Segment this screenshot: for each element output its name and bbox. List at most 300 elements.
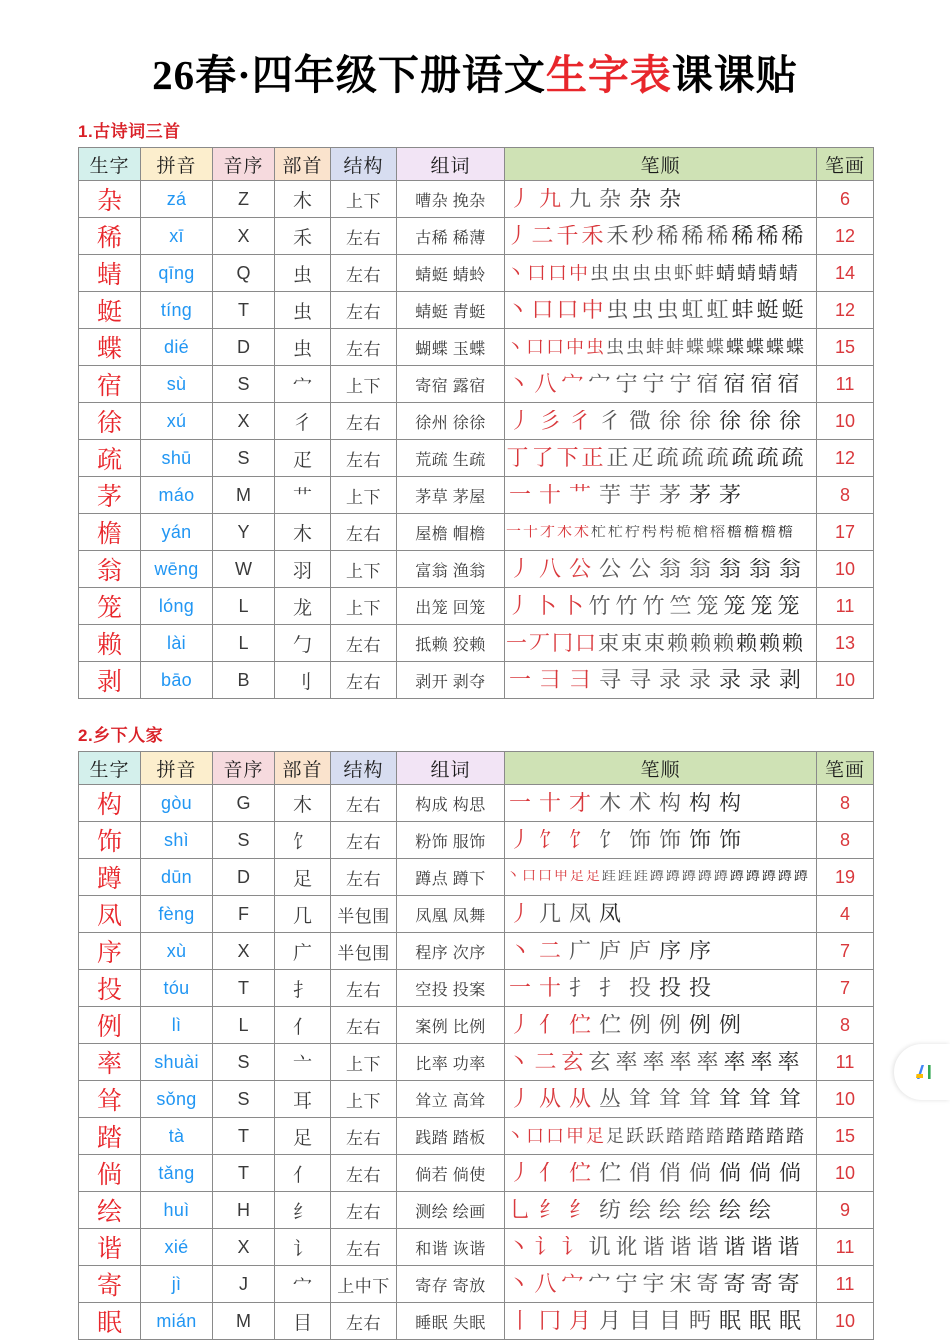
cell-yinxu: L (213, 625, 275, 662)
cell-stroke-order (505, 625, 817, 662)
cell-stroke-count: 17 (817, 514, 874, 551)
stroke-step: 徐 (748, 410, 771, 433)
stroke-step: 稀 (706, 225, 729, 248)
stroke-step: 彐 (568, 669, 591, 692)
stroke-step: 丿 (506, 225, 529, 248)
stroke-step: 丶 (507, 1051, 530, 1074)
stroke-step: 玄 (561, 1051, 584, 1074)
stroke-step: 卜 (561, 595, 584, 618)
stroke-step: 蹲 (666, 870, 680, 885)
stroke-step: 构 (658, 792, 681, 815)
cell-bushou: 足 (275, 859, 331, 896)
cell-zuci: 富翁 渔翁 (397, 551, 505, 588)
stroke-step: 饰 (628, 829, 651, 852)
stroke-step: 丶 (506, 299, 529, 322)
stroke-step: 蹲 (682, 870, 696, 885)
column-header-zuci: 组词 (397, 148, 505, 181)
stroke-step: 枵 (658, 524, 674, 540)
cell-stroke-count: 7 (817, 970, 874, 1007)
cell-yinxu: F (213, 896, 275, 933)
cell-shengzi: 稀 (79, 218, 141, 255)
cell-yinxu: T (213, 970, 275, 1007)
cell-stroke-order (505, 1266, 817, 1303)
stroke-step: 了 (531, 447, 554, 470)
cell-pinyin: zá (141, 181, 213, 218)
cell-yinxu: S (213, 366, 275, 403)
stroke-step: 蚌 (646, 338, 664, 357)
stroke-step: 率 (723, 1051, 746, 1074)
cell-stroke-order (505, 218, 817, 255)
column-header-yinxu: 音序 (213, 752, 275, 785)
cell-pinyin: xù (141, 933, 213, 970)
column-header-shengzi: 生字 (79, 752, 141, 785)
stroke-step: 公 (598, 558, 621, 581)
table-row (79, 1081, 874, 1118)
stroke-step: 木 (556, 524, 572, 540)
cell-zuci: 耸立 高耸 (397, 1081, 505, 1118)
stroke-step: 倘 (688, 1162, 711, 1185)
stroke-step: 丶 (508, 940, 531, 963)
cell-pinyin: shuài (141, 1044, 213, 1081)
stroke-step: 杧 (590, 524, 606, 540)
stroke-step: 蝶 (786, 338, 804, 357)
cell-stroke-order (505, 896, 817, 933)
page-title (0, 0, 950, 99)
stroke-step: 谐 (723, 1236, 746, 1259)
table-row (79, 662, 874, 699)
cell-stroke-order (505, 1081, 817, 1118)
cell-yinxu: T (213, 1155, 275, 1192)
cell-shengzi: 寄 (79, 1266, 141, 1303)
stroke-step: 耸 (748, 1088, 771, 1111)
stroke-step: 丿 (508, 829, 531, 852)
stroke-step: 赖 (667, 632, 688, 654)
cell-pinyin: xié (141, 1229, 213, 1266)
stroke-step: 踏 (786, 1127, 804, 1146)
cell-zuci: 蹲点 蹲下 (397, 859, 505, 896)
cell-bushou: 龙 (275, 588, 331, 625)
stroke-step: 倘 (778, 1162, 801, 1185)
stroke-step: 彳 (568, 410, 591, 433)
cell-zuci: 屋檐 帽檐 (397, 514, 505, 551)
stroke-step: 徐 (658, 410, 681, 433)
stroke-step: 蝶 (766, 338, 784, 357)
stroke-step: 一 (506, 632, 527, 654)
stroke-step: 宿 (696, 373, 719, 396)
stroke-step: 丆 (529, 632, 550, 654)
cell-bushou: 羽 (275, 551, 331, 588)
stroke-step: 茅 (658, 484, 681, 507)
stroke-step: 芋 (598, 484, 621, 507)
cell-zuci: 睡眠 失眠 (397, 1303, 505, 1340)
stroke-step: 丿 (508, 1162, 531, 1185)
stroke-step: 绘 (718, 1199, 741, 1222)
stroke-step: 足 (570, 870, 584, 885)
cell-shengzi: 徐 (79, 403, 141, 440)
stroke-step: 伫 (568, 1014, 591, 1037)
stroke-step: 束 (644, 632, 665, 654)
stroke-step: 剥 (778, 669, 801, 692)
stroke-step: 疏 (756, 447, 779, 470)
cell-stroke-count: 11 (817, 366, 874, 403)
stroke-step: 跃 (626, 1127, 644, 1146)
stroke-step: 寄 (723, 1273, 746, 1296)
cell-stroke-count: 8 (817, 785, 874, 822)
table-row (79, 970, 874, 1007)
cell-yinxu: W (213, 551, 275, 588)
cell-stroke-order (505, 1007, 817, 1044)
stroke-step: 赖 (782, 632, 803, 654)
stroke-step: 例 (718, 1014, 741, 1037)
stroke-step: 虫 (631, 263, 651, 283)
table-header-row (79, 752, 874, 785)
stroke-step: 丶 (506, 1127, 524, 1146)
stroke-step: 檐 (760, 524, 776, 540)
cell-stroke-count: 11 (817, 1229, 874, 1266)
cell-pinyin: lài (141, 625, 213, 662)
cell-shengzi: 谐 (79, 1229, 141, 1266)
stroke-step: 竺 (669, 595, 692, 618)
cell-stroke-order (505, 255, 817, 292)
cell-yinxu: X (213, 933, 275, 970)
cell-stroke-order (505, 970, 817, 1007)
cell-shengzi: 凤 (79, 896, 141, 933)
cell-zuci: 测绘 绘画 (397, 1192, 505, 1229)
stroke-step: 稀 (681, 225, 704, 248)
cell-stroke-count: 8 (817, 1007, 874, 1044)
cell-jiegou: 左右 (331, 440, 397, 477)
cell-bushou: 亠 (275, 1044, 331, 1081)
stroke-step: 二 (538, 940, 561, 963)
stroke-step: 木 (598, 792, 621, 815)
stroke-step: 蹲 (714, 870, 728, 885)
stroke-step: 伫 (598, 1162, 621, 1185)
cell-yinxu: T (213, 1118, 275, 1155)
column-header-bihua: 笔画 (817, 752, 874, 785)
stroke-step: 茅 (718, 484, 741, 507)
cell-stroke-count: 9 (817, 1192, 874, 1229)
stroke-step: 玄 (588, 1051, 611, 1074)
stroke-step: 饰 (718, 829, 741, 852)
stroke-step: 足 (606, 1127, 624, 1146)
stroke-step: 虫 (586, 338, 604, 357)
table-row (79, 1229, 874, 1266)
stroke-step: 眠 (718, 1310, 741, 1333)
stroke-step: 讹 (615, 1236, 638, 1259)
stroke-step: 翁 (718, 558, 741, 581)
cell-zuci: 剥开 剥夺 (397, 662, 505, 699)
stroke-step: 蝶 (746, 338, 764, 357)
stroke-step: 乚 (508, 1199, 531, 1222)
stroke-step: 蚌 (731, 299, 754, 322)
cell-pinyin: gòu (141, 785, 213, 822)
table-row (79, 1266, 874, 1303)
cell-stroke-order (505, 477, 817, 514)
stroke-step: 录 (748, 669, 771, 692)
cell-jiegou: 上下 (331, 551, 397, 588)
stroke-step: 疋 (631, 447, 654, 470)
cell-bushou: 饣 (275, 822, 331, 859)
stroke-step: 投 (658, 977, 681, 1000)
cell-shengzi: 投 (79, 970, 141, 1007)
stroke-step: 公 (568, 558, 591, 581)
cell-pinyin: wēng (141, 551, 213, 588)
stroke-step: 纟 (568, 1199, 591, 1222)
stroke-step: 扌 (568, 977, 591, 1000)
cell-stroke-order (505, 588, 817, 625)
stroke-step: 虫 (606, 299, 629, 322)
stroke-step: 丶 (506, 338, 524, 357)
cell-jiegou: 左右 (331, 1192, 397, 1229)
stroke-step: 冂 (538, 1310, 561, 1333)
stroke-step: 目 (658, 1310, 681, 1333)
cell-stroke-count: 10 (817, 1081, 874, 1118)
cell-bushou: 宀 (275, 366, 331, 403)
stroke-step: 蹲 (730, 870, 744, 885)
cell-bushou: 禾 (275, 218, 331, 255)
stroke-step: 十 (522, 524, 538, 540)
cell-pinyin: mián (141, 1303, 213, 1340)
stroke-step: 录 (688, 669, 711, 692)
stroke-step: 庐 (628, 940, 651, 963)
cell-stroke-order (505, 822, 817, 859)
stroke-step: 甲 (566, 1127, 584, 1146)
cell-bushou: 广 (275, 933, 331, 970)
cell-zuci: 践踏 踏板 (397, 1118, 505, 1155)
cell-stroke-count: 10 (817, 1303, 874, 1340)
table-row (79, 292, 874, 329)
stroke-step: 术 (628, 792, 651, 815)
stroke-step: 跬 (618, 870, 632, 885)
cell-jiegou: 左右 (331, 218, 397, 255)
stroke-step: 丶 (506, 870, 520, 885)
cell-jiegou: 半包围 (331, 933, 397, 970)
stroke-step: 纺 (598, 1199, 621, 1222)
stroke-step: 跬 (602, 870, 616, 885)
cell-yinxu: X (213, 218, 275, 255)
cell-yinxu: B (213, 662, 275, 699)
stroke-step: 谐 (696, 1236, 719, 1259)
cell-shengzi: 倘 (79, 1155, 141, 1192)
column-header-pinyin: 拼音 (141, 752, 213, 785)
cell-bushou: 木 (275, 514, 331, 551)
stroke-step: 丿 (508, 1088, 531, 1111)
cell-shengzi: 赖 (79, 625, 141, 662)
cell-pinyin: jì (141, 1266, 213, 1303)
stroke-step: 二 (534, 1051, 557, 1074)
stroke-step: 正 (581, 447, 604, 470)
cell-bushou: 扌 (275, 970, 331, 1007)
table-row (79, 625, 874, 662)
stroke-step: 录 (718, 669, 741, 692)
stroke-step: 檐 (743, 524, 759, 540)
cell-bushou: 足 (275, 1118, 331, 1155)
stroke-step: 谐 (642, 1236, 665, 1259)
cell-bushou: 木 (275, 785, 331, 822)
table-row (79, 181, 874, 218)
table-row (79, 551, 874, 588)
stroke-step: 耸 (718, 1088, 741, 1111)
stroke-step: 稀 (656, 225, 679, 248)
stroke-step: 踏 (766, 1127, 784, 1146)
cell-zuci: 出笼 回笼 (397, 588, 505, 625)
stroke-step: 竹 (588, 595, 611, 618)
page-title-prefix: 26春·四年级下册语文 (152, 52, 546, 98)
cell-pinyin: qīng (141, 255, 213, 292)
stroke-step: 俏 (628, 1162, 651, 1185)
cell-shengzi: 蝶 (79, 329, 141, 366)
cell-bushou: 目 (275, 1303, 331, 1340)
stroke-step: 例 (658, 1014, 681, 1037)
cell-yinxu: Q (213, 255, 275, 292)
stroke-step: 虫 (626, 338, 644, 357)
cell-jiegou: 左右 (331, 1229, 397, 1266)
cell-bushou: 刂 (275, 662, 331, 699)
stroke-step: 艹 (568, 484, 591, 507)
stroke-step: 笼 (777, 595, 800, 618)
stroke-step: 庐 (598, 940, 621, 963)
stroke-step: 伫 (598, 1014, 621, 1037)
column-header-jiegou: 结构 (331, 148, 397, 181)
stroke-step: 足 (586, 1127, 604, 1146)
cell-yinxu: T (213, 292, 275, 329)
cell-jiegou: 左右 (331, 329, 397, 366)
cell-yinxu: Z (213, 181, 275, 218)
stroke-step: 徐 (718, 410, 741, 433)
cell-jiegou: 左右 (331, 1303, 397, 1340)
cell-yinxu: S (213, 1081, 275, 1118)
stroke-step: 纟 (538, 1199, 561, 1222)
cell-stroke-order (505, 859, 817, 896)
stroke-step: 束 (598, 632, 619, 654)
stroke-step: 虹 (706, 299, 729, 322)
stroke-step: 丿 (507, 595, 530, 618)
stroke-step: 谐 (750, 1236, 773, 1259)
stroke-step: 录 (658, 669, 681, 692)
stroke-step: 公 (628, 558, 651, 581)
stroke-step: 赖 (736, 632, 757, 654)
stroke-step: 足 (586, 870, 600, 885)
cell-jiegou: 上下 (331, 588, 397, 625)
cell-bushou: 宀 (275, 1266, 331, 1303)
table-row (79, 440, 874, 477)
cell-shengzi: 绘 (79, 1192, 141, 1229)
stroke-step: 耸 (628, 1088, 651, 1111)
stroke-step: 耸 (778, 1088, 801, 1111)
cell-stroke-order (505, 329, 817, 366)
stroke-step: 秒 (631, 225, 654, 248)
stroke-step: 竹 (642, 595, 665, 618)
cell-pinyin: xī (141, 218, 213, 255)
cell-bushou: 几 (275, 896, 331, 933)
cell-stroke-count: 10 (817, 662, 874, 699)
stroke-step: 㣲 (628, 410, 651, 433)
cell-pinyin: tíng (141, 292, 213, 329)
stroke-step: 宁 (615, 373, 638, 396)
table-row (79, 859, 874, 896)
stroke-step: 虫 (589, 263, 609, 283)
cell-pinyin: sǒng (141, 1081, 213, 1118)
stroke-step: 檐 (726, 524, 742, 540)
cell-pinyin: tóu (141, 970, 213, 1007)
stroke-step: 凤 (598, 903, 621, 926)
cell-pinyin: huì (141, 1192, 213, 1229)
stroke-step: 虾 (673, 263, 693, 283)
cell-jiegou: 左右 (331, 514, 397, 551)
sections-container (0, 99, 950, 1340)
table-row (79, 1303, 874, 1340)
stroke-step: 口 (575, 632, 596, 654)
stroke-step: 蜻 (757, 263, 777, 283)
table-row (79, 785, 874, 822)
stroke-step: 蜓 (756, 299, 779, 322)
stroke-step: 翁 (778, 558, 801, 581)
cell-yinxu: H (213, 1192, 275, 1229)
stroke-step: 彐 (538, 669, 561, 692)
stroke-step: 禾 (581, 225, 604, 248)
cell-pinyin: dié (141, 329, 213, 366)
stroke-step: 杂 (598, 188, 621, 211)
cell-zuci: 寄存 寄放 (397, 1266, 505, 1303)
cell-bushou: 木 (275, 181, 331, 218)
cell-zuci: 古稀 稀薄 (397, 218, 505, 255)
cell-jiegou: 左右 (331, 859, 397, 896)
stroke-step: 丁 (506, 447, 529, 470)
cell-jiegou: 上下 (331, 1081, 397, 1118)
stroke-step: 宀 (561, 373, 584, 396)
stroke-step: 月 (598, 1310, 621, 1333)
stroke-step: 丿 (508, 410, 531, 433)
stroke-step: 蚌 (694, 263, 714, 283)
stroke-step: 中 (568, 263, 588, 283)
cell-bushou: 彳 (275, 403, 331, 440)
cell-zuci: 倘若 倘使 (397, 1155, 505, 1192)
stroke-step: 赖 (713, 632, 734, 654)
stroke-step: 寻 (628, 669, 651, 692)
cell-stroke-order (505, 1229, 817, 1266)
stroke-step: 寄 (777, 1273, 800, 1296)
cell-yinxu: D (213, 859, 275, 896)
stroke-step: 伫 (568, 1162, 591, 1185)
cell-shengzi: 蹲 (79, 859, 141, 896)
stroke-step: 投 (688, 977, 711, 1000)
table-row (79, 933, 874, 970)
stroke-step: 一 (508, 792, 531, 815)
cell-zuci: 嘈杂 挽杂 (397, 181, 505, 218)
cell-stroke-count: 4 (817, 896, 874, 933)
character-table-2 (78, 751, 874, 1340)
cell-jiegou: 半包围 (331, 896, 397, 933)
stroke-step: 几 (538, 903, 561, 926)
stroke-step: 赖 (759, 632, 780, 654)
stroke-step: 翁 (658, 558, 681, 581)
stroke-step: 蚌 (666, 338, 684, 357)
section-label-2: 2.乡下人家 (78, 726, 164, 746)
cell-stroke-count: 12 (817, 218, 874, 255)
cell-jiegou: 左右 (331, 822, 397, 859)
stroke-step: 桅 (675, 524, 691, 540)
stroke-step: 率 (669, 1051, 692, 1074)
stroke-step: 丛 (598, 1088, 621, 1111)
stroke-step: 宿 (750, 373, 773, 396)
cell-yinxu: D (213, 329, 275, 366)
cell-pinyin: bāo (141, 662, 213, 699)
cell-stroke-order (505, 1303, 817, 1340)
cell-yinxu: S (213, 440, 275, 477)
stroke-step: 饣 (568, 829, 591, 852)
cell-stroke-order (505, 181, 817, 218)
table-header-row (79, 148, 874, 181)
